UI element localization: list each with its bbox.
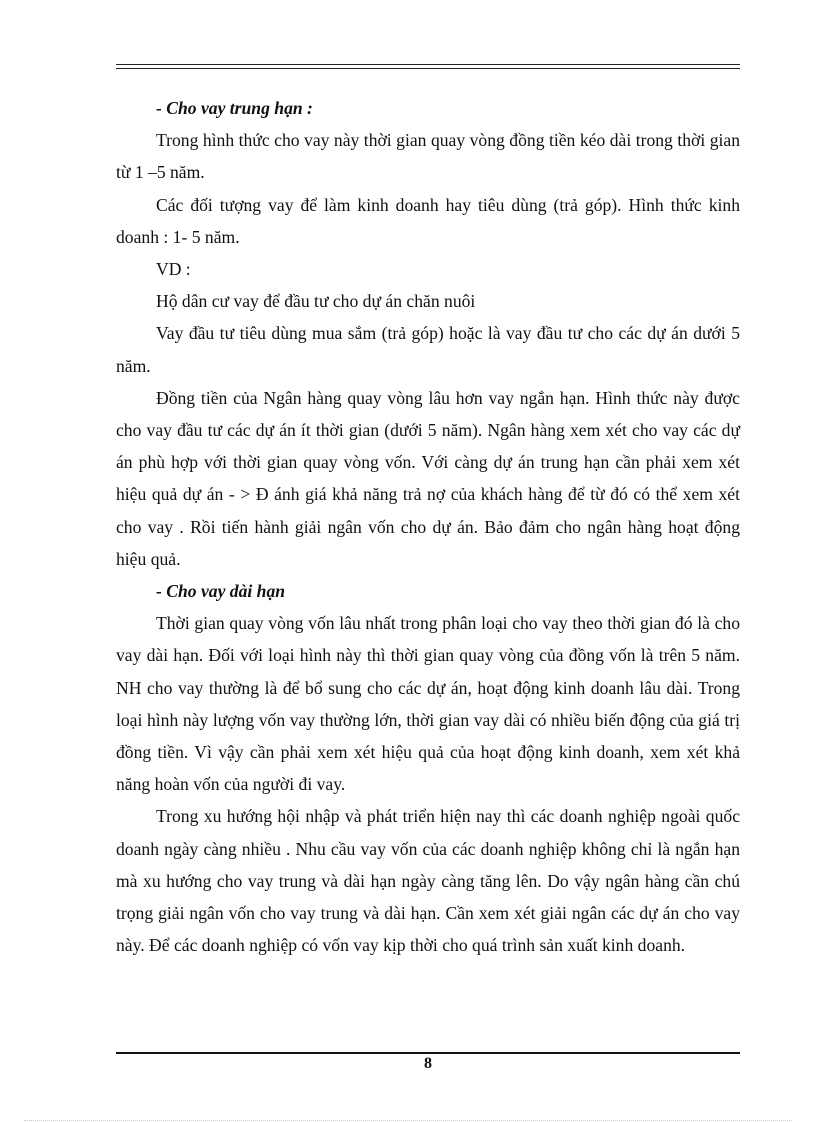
paragraph: Thời gian quay vòng vốn lâu nhất trong phân loại cho vay theo thời gian đó là cho vay dài hạn. Đối với loại hình này thì thời gian quay vòng của đồng vốn là trên 5 năm. NH cho vay thường là để bổ sung cho các dự án, hoạt động kinh doanh lâu dài. Trong loại hình này lượng vốn vay thường lớn, thời gian vay dài có nhiều biến động của giá trị đồng tiền. Vì vậy cần phải xem xét hiệu quả của hoạt động kinh doanh, xem xét khả năng hoàn vốn của người đi vay. bbox=[116, 613, 740, 795]
section-heading-medium-term-loans: - Cho vay trung hạn : bbox=[156, 98, 313, 118]
header-double-rule bbox=[116, 64, 740, 69]
paragraph: Các đối tượng vay để làm kinh doanh hay tiêu dùng (trả góp). Hình thức kinh doanh : 1- 5 năm. bbox=[116, 194, 740, 247]
paragraph: Hộ dân cư vay để đầu tư cho dự án chăn nuôi bbox=[156, 291, 476, 312]
paragraph: Trong xu hướng hội nhập và phát triển hiện nay thì các doanh nghiệp ngoài quốc doanh ngày càng nhiều . Nhu cầu vay vốn của các doanh nghiệp không chỉ là ngắn hạn mà xu hướng cho vay trung và dài hạn ngày càng tăng lên. Do vậy ngân hàng cần chú trọng giải ngân vốn cho vay trung và dài hạn. Cần xem xét giải ngân các dự án cho vay này. Để các doanh nghiệp có vốn vay kịp thời cho quá trình sản xuất kinh doanh. bbox=[116, 806, 740, 956]
paragraph: Đồng tiền của Ngân hàng quay vòng lâu hơn vay ngắn hạn. Hình thức này được cho vay đầu tư các dự án ít thời gian (dưới 5 năm). Ngân hàng xem xét cho vay các dự án phù hợp với thời gian quay vòng vốn. Với càng dự án trung hạn cần phải xem xét hiệu quả dự án - > Đ ánh giá khả năng trả nợ của khách hàng để từ đó có thể xem xét cho vay . Rồi tiến hành giải ngân vốn cho dự án. Bảo đảm cho ngân hàng hoạt động hiệu quả. bbox=[116, 387, 740, 569]
page-number: 8 bbox=[424, 1055, 432, 1072]
page-bottom-dotted-edge bbox=[24, 1120, 792, 1121]
section-heading-long-term-loans: - Cho vay dài hạn bbox=[156, 581, 286, 602]
paragraph: Trong hình thức cho vay này thời gian quay vòng đồng tiền kéo dài trong thời gian từ 1 –5 năm. bbox=[116, 130, 740, 183]
paragraph-example-label: VD : bbox=[156, 259, 191, 280]
paragraph: Vay đầu tư tiêu dùng mua sắm (trả góp) hoặc là vay đầu tư cho các dự án dưới 5 năm. bbox=[116, 323, 740, 376]
document-body bbox=[116, 92, 740, 961]
